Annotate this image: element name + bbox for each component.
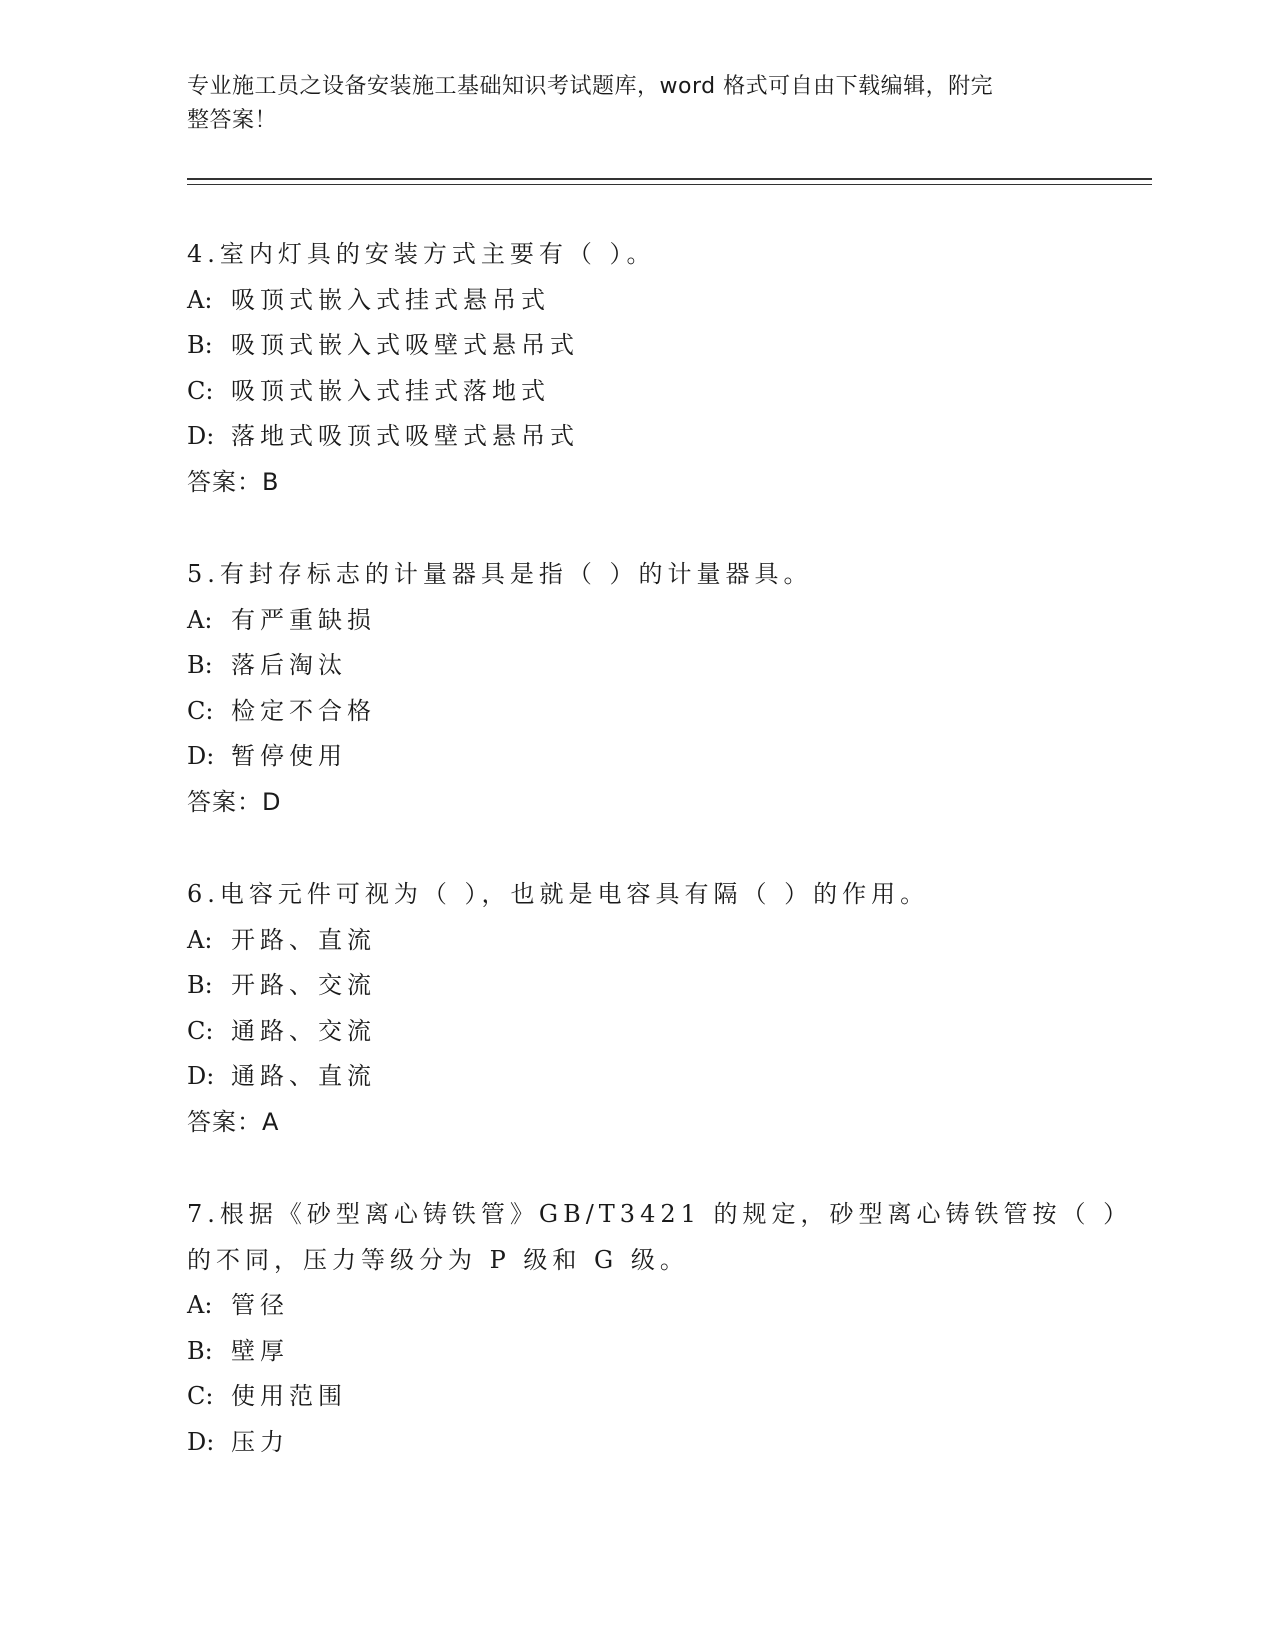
option-a: A: 吸顶式嵌入式挂式悬吊式 — [187, 285, 550, 314]
option-text: 开路、直流 — [231, 925, 376, 954]
option-text: 通路、交流 — [231, 1016, 376, 1045]
option-a: A: 开路、直流 — [187, 925, 376, 954]
option-text: 开路、交流 — [231, 971, 376, 999]
question-stem-continued: 的不同，压力等级分为 P 级和 G 级。 — [187, 1245, 689, 1274]
option-text: 吸顶式嵌入式挂式悬吊式 — [231, 285, 550, 314]
header-divider-thick — [187, 178, 1152, 180]
option-d: D: 压力 — [187, 1427, 289, 1456]
option-d: D: 落地式吸顶式吸壁式悬吊式 — [187, 422, 579, 450]
option-text: 管径 — [231, 1291, 289, 1319]
option-b: B: 壁厚 — [187, 1336, 289, 1365]
option-c: C: 使用范围 — [187, 1382, 347, 1410]
option-text: 压力 — [231, 1427, 289, 1456]
option-text: 有严重缺损 — [231, 605, 376, 634]
option-b: B: 落后淘汰 — [187, 651, 347, 679]
question-stem: 5.有封存标志的计量器具是指（ ）的计量器具。 — [187, 560, 813, 588]
option-d: D: 暂停使用 — [187, 742, 347, 770]
option-text: 吸顶式嵌入式挂式落地式 — [231, 376, 550, 405]
option-text: 落后淘汰 — [231, 651, 347, 679]
question-5 — [187, 552, 1087, 825]
option-c: C: 吸顶式嵌入式挂式落地式 — [187, 376, 550, 405]
option-text: 暂停使用 — [231, 742, 347, 770]
option-text: 检定不合格 — [231, 696, 376, 725]
question-7 — [187, 1192, 1133, 1465]
question-4 — [187, 232, 1087, 505]
option-text: 壁厚 — [231, 1336, 289, 1365]
option-text: 使用范围 — [231, 1382, 347, 1410]
option-a: A: 管径 — [187, 1291, 289, 1319]
option-c: C: 检定不合格 — [187, 696, 376, 725]
question-6 — [187, 872, 1087, 1145]
option-a: A: 有严重缺损 — [187, 605, 376, 634]
option-c: C: 通路、交流 — [187, 1016, 376, 1045]
header-divider-thin — [187, 184, 1152, 185]
header-line-2: 整答案！ — [187, 108, 278, 133]
question-stem: 7.根据《砂型离心铸铁管》GB/T3421 的规定，砂型离心铸铁管按（ ） — [187, 1200, 1133, 1228]
question-stem: 6.电容元件可视为（ ），也就是电容具有隔（ ）的作用。 — [187, 880, 930, 908]
document-header — [187, 70, 1087, 138]
option-text: 吸顶式嵌入式吸壁式悬吊式 — [231, 331, 579, 359]
option-text: 通路、直流 — [231, 1062, 376, 1090]
answer-line: 答案：A — [187, 1107, 280, 1136]
header-line-1: 专业施工员之设备安装施工基础知识考试题库，word 格式可自由下载编辑，附完 — [187, 74, 994, 99]
option-b: B: 开路、交流 — [187, 971, 376, 999]
answer-line: 答案：D — [187, 787, 282, 816]
option-text: 落地式吸顶式吸壁式悬吊式 — [231, 422, 579, 450]
answer-line: 答案：B — [187, 467, 280, 496]
question-stem: 4.室内灯具的安装方式主要有（ ）。 — [187, 240, 656, 268]
option-d: D: 通路、直流 — [187, 1062, 376, 1090]
option-b: B: 吸顶式嵌入式吸壁式悬吊式 — [187, 331, 579, 359]
